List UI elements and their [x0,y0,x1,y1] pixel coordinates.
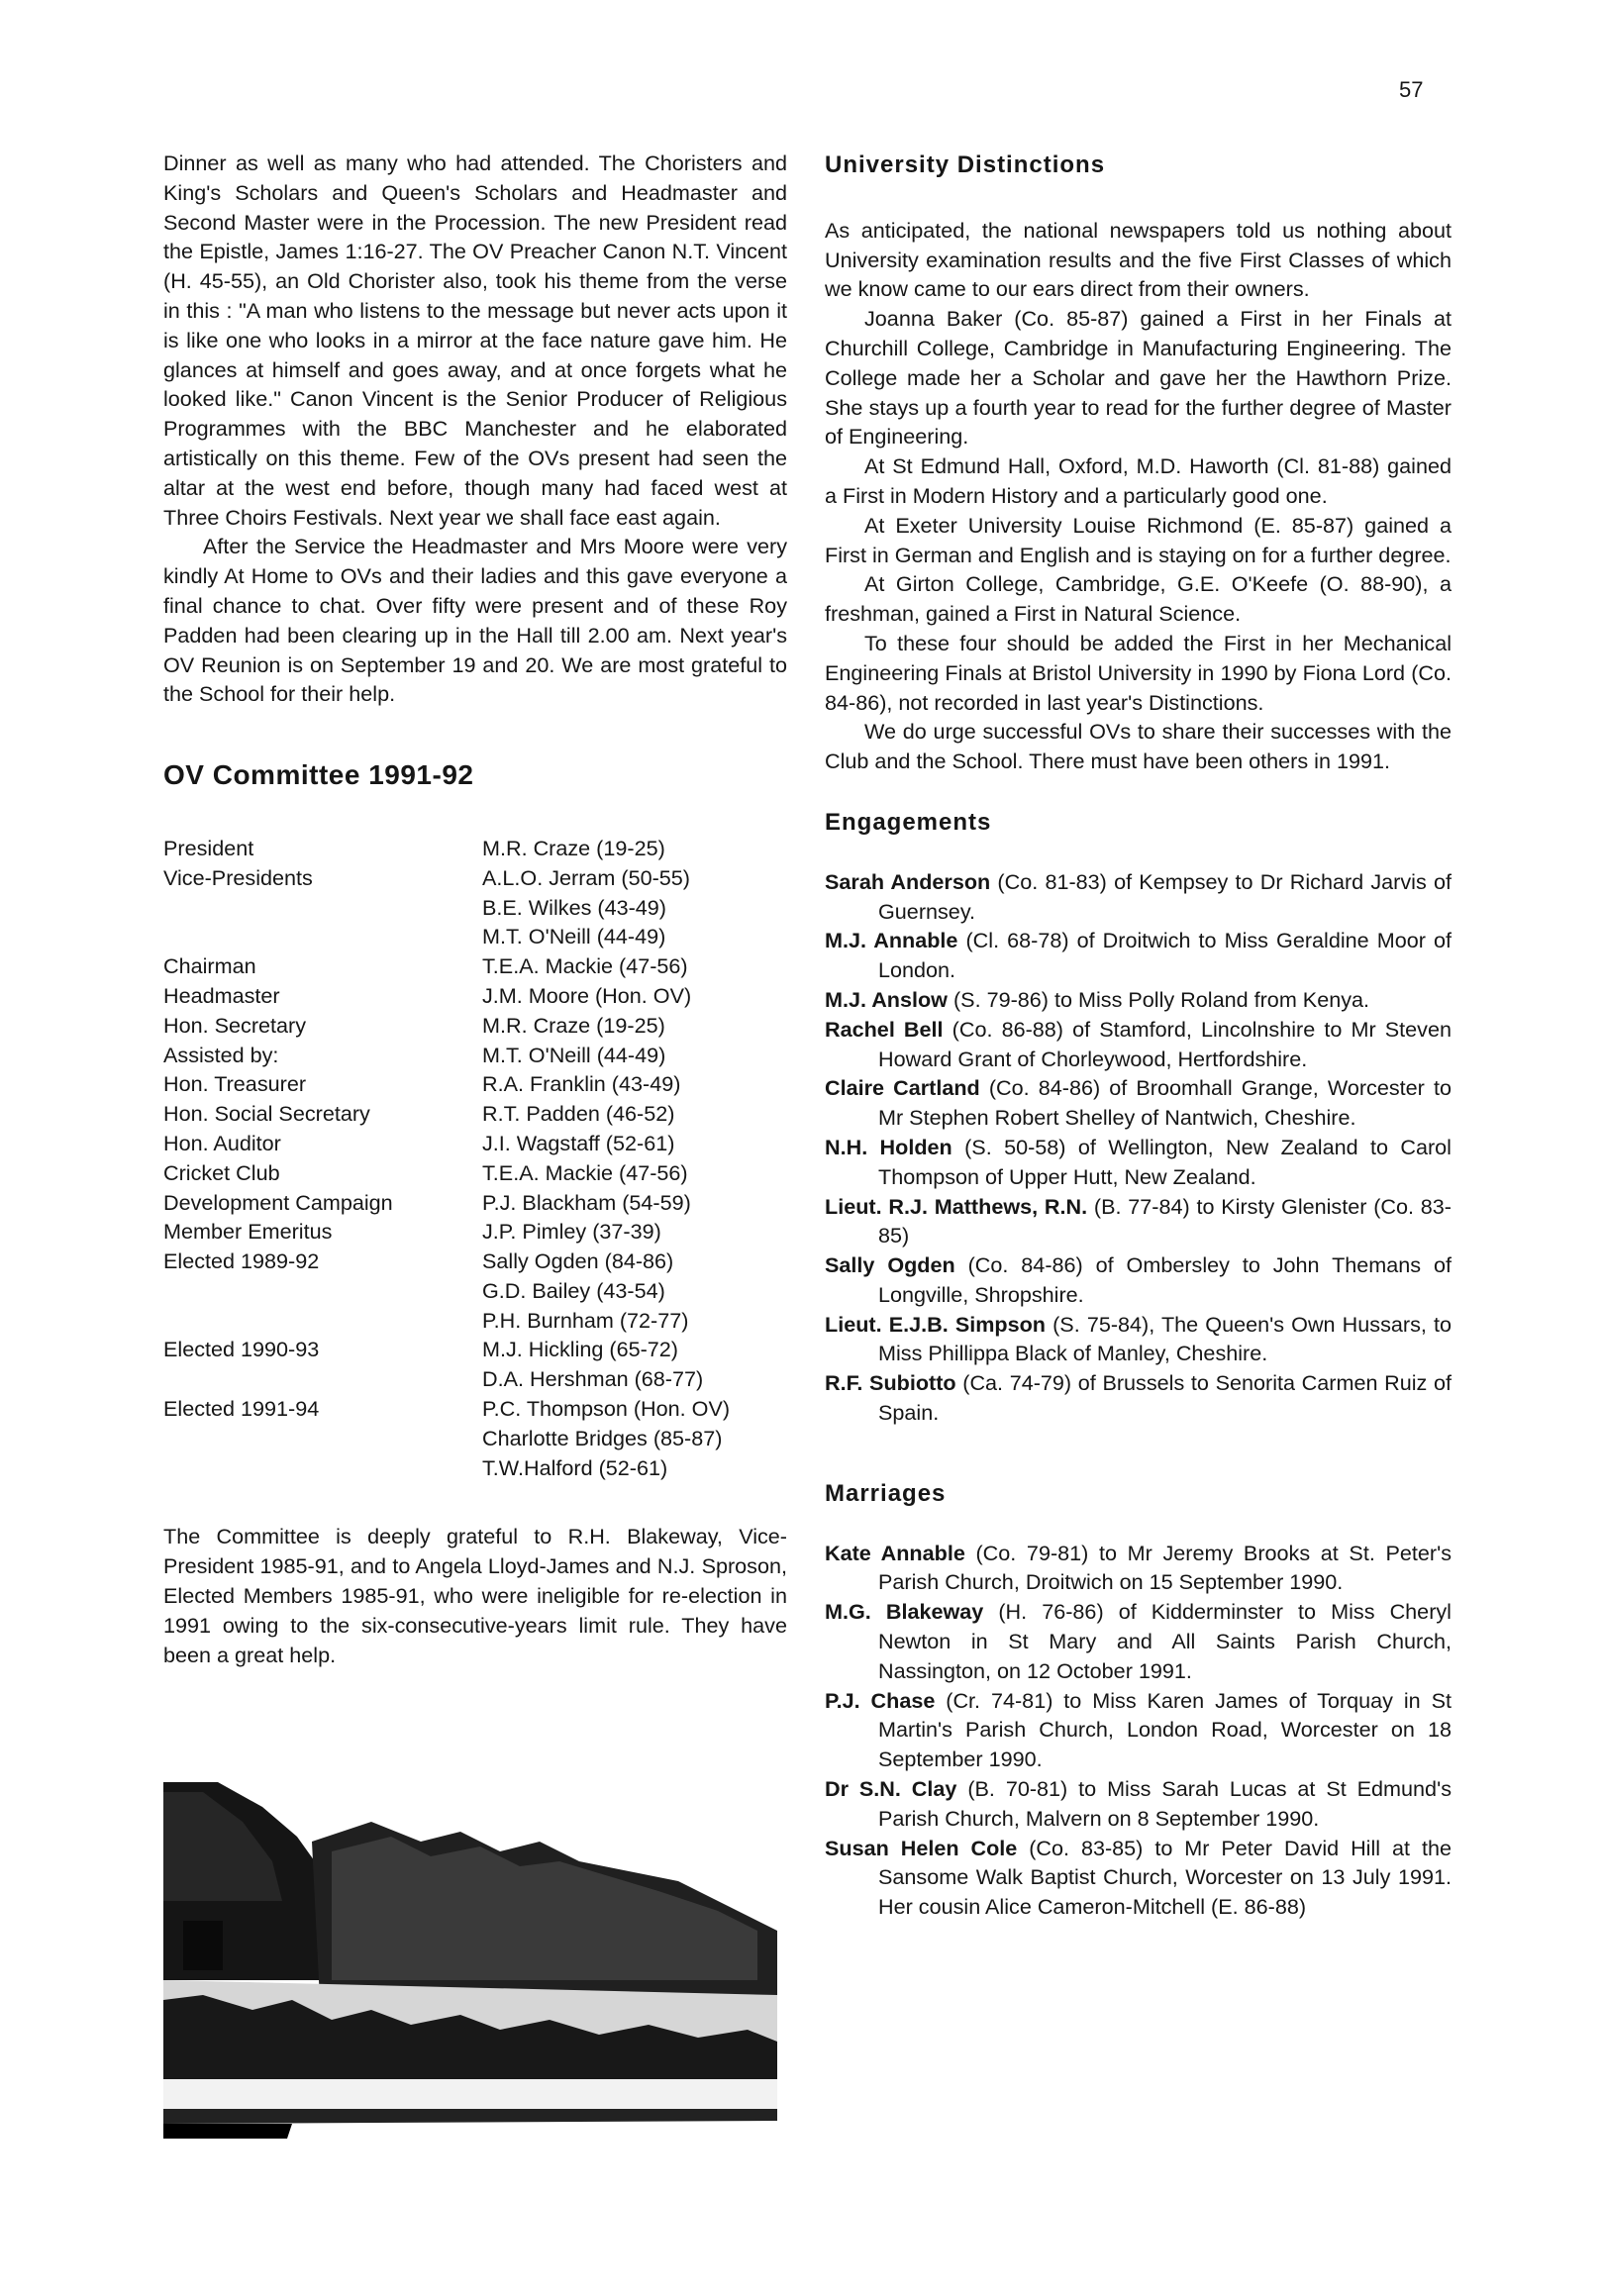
committee-row [163,1188,787,1218]
committee-member: J.I. Wagstaff (52-61) [482,1130,675,1155]
engagement-entry [825,926,1452,985]
committee-member: T.E.A. Mackie (47-56) [482,953,688,979]
marriage-entry [825,1597,1452,1685]
committee-role: Headmaster [163,982,280,1008]
committee-member: R.T. Padden (46-52) [482,1101,675,1127]
entry-name: R.F. Subiotto [825,1370,956,1396]
engagement-entry [825,1368,1452,1428]
committee-member: P.J. Blackham (54-59) [482,1189,691,1215]
photograph [163,1782,777,2178]
entry-name: Rachel Bell [825,1016,944,1042]
committee-row [163,1306,787,1336]
marriages-section [825,1539,1452,1922]
engagement-entry [825,1250,1452,1310]
committee-role [163,1453,482,1483]
committee-member: P.C. Thompson (Hon. OV) [482,1396,731,1422]
entry-name: Susan Helen Cole [825,1835,1018,1860]
committee-row [163,1424,787,1453]
committee-member: J.M. Moore (Hon. OV) [482,982,692,1008]
marriage-entry [825,1539,1452,1598]
entry-name: Dr S.N. Clay [825,1776,957,1802]
committee-role: Hon. Auditor [163,1130,281,1155]
committee-member: Sally Ogden (84-86) [482,1248,674,1274]
committee-role [163,893,482,923]
committee-role [163,1364,482,1394]
committee-row [163,863,787,893]
committee-role [163,922,482,951]
committee-row [163,1041,787,1070]
committee-role: Hon. Treasurer [163,1071,307,1097]
committee-member: M.T. O'Neill (44-49) [482,1042,666,1067]
engagement-entry [825,1073,1452,1133]
committee-row [163,1099,787,1129]
entry-text: (B. 70-81) to Miss Sarah Lucas at St Edmund's Parish Church, Malvern on 8 September 1990. [878,1776,1452,1831]
committee-member: M.R. Craze (19-25) [482,835,665,860]
committee-member: D.A. Hershman (68-77) [482,1366,704,1392]
committee-row [163,1129,787,1158]
reunion-paragraph: After the Service the Headmaster and Mrs Moore were very kindly At Home to OVs and their ladies and this gave everyone a final chance to chat. Over fifty were present and of these Roy Padden had been clearing up in the Hall till 2.00 am. Next year's OV Reunion is on September 19 and 20. We are most grateful to the School for their help. [163,534,787,707]
entry-text: (Co. 84-86) of Broomhall Grange, Worcester to Mr Stephen Robert Shelley of Nantwich, Cheshire. [878,1075,1452,1131]
distinction-paragraph: As anticipated, the national newspapers told us nothing about University examination results and the five First Classes of which we know came to our ears direct from their owners. [825,217,1452,302]
marriage-entry [825,1834,1452,1922]
committee-role [163,1424,482,1453]
committee-note: The Committee is deeply grateful to R.H. Blakeway, Vice-President 1985-91, and to Angela Lloyd-James and N.J. Sproson, Elected Members 1985-91, who were ineligible for re-election in 1991 owing to the six-consecutive-years limit rule. They have been a great help. [163,1524,787,1667]
entry-text: (Cr. 74-81) to Miss Karen James of Torquay in St Martin's Parish Church, London Road, Worcester on 18 September 1990. [878,1687,1452,1772]
committee-member: R.A. Franklin (43-49) [482,1071,681,1097]
entry-name: P.J. Chase [825,1687,936,1713]
engagement-entry [825,867,1452,927]
entry-name: M.G. Blakeway [825,1599,984,1625]
committee-member: G.D. Bailey (43-54) [482,1277,665,1303]
left-column [163,149,787,1669]
engagement-entry [825,1133,1452,1192]
committee-role [163,1306,482,1336]
distinction-paragraph: At Exeter University Louise Richmond (E. 85-87) gained a First in German and English and is staying on for a further degree. [825,512,1452,567]
committee-row [163,1335,787,1364]
committee-member: Charlotte Bridges (85-87) [482,1425,723,1450]
committee-row [163,981,787,1011]
entry-text: (S. 75-84), The Queen's Own Hussars, to Miss Phillippa Black of Manley, Cheshire. [878,1311,1452,1366]
committee-member: M.T. O'Neill (44-49) [482,924,666,949]
entry-text: (Co. 83-85) to Mr Peter David Hill at the Sansome Walk Baptist Church, Worcester on 13 July 1991. Her cousin Alice Cameron-Mitchell (E. 86-88) [878,1835,1452,1920]
reunion-paragraph: Dinner as well as many who had attended. The Choristers and King's Scholars and Queen's Scholars and Headmaster and Second Master were in the Procession. The new President read the Epistle, James 1:16-27. The OV Preacher Canon N.T. Vincent (H. 45-55), an Old Chorister also, took his theme from the verse in this : "A man who listens to the message but never acts upon it is like one who looks in a mirror at the face nature gave him. He glances at himself and goes away, and at once forgets what he looked like." Canon Vincent is the Senior Producer of Religious Programmes with the BBC Manchester and he elaborated artistically on this theme. Few of the OVs present had seen the altar at the west end before, though many had faced west at Three Choirs Festivals. Next year we shall face east again. [163,150,787,530]
entry-name: N.H. Holden [825,1134,952,1159]
entry-text: (H. 76-86) of Kidderminster to Miss Cheryl Newton in St Mary and All Saints Parish Church, Nassington, on 12 October 1991. [878,1599,1452,1683]
committee-role: Hon. Social Secretary [163,1101,370,1127]
entry-text: (B. 77-84) to Kirsty Glenister (Co. 83-85) [878,1193,1452,1248]
committee-member: B.E. Wilkes (43-49) [482,894,666,920]
marriages-heading: Marriages [825,1479,947,1507]
distinction-paragraph: At Girton College, Cambridge, G.E. O'Keefe (O. 88-90), a freshman, gained a First in Natural Science. [825,571,1452,627]
distinction-paragraph: Joanna Baker (Co. 85-87) gained a First in her Finals at Churchill College, Cambridge in Manufacturing Engineering. The College made her a Scholar and gave her the Hawthorn Prize. She stays up a fourth year to read for the further degree of Master of Engineering. [825,306,1452,449]
entry-name: Kate Annable [825,1540,965,1565]
committee-row [163,1158,787,1188]
entry-name: Sally Ogden [825,1252,955,1278]
committee-role: Development Campaign [163,1189,393,1215]
marriage-entry [825,1774,1452,1834]
committee-row [163,1217,787,1247]
committee-role: Hon. Secretary [163,1012,307,1038]
committee-table [163,834,787,1483]
committee-row [163,1276,787,1306]
committee-role: Elected 1990-93 [163,1337,320,1362]
engagements-heading: Engagements [825,808,992,836]
committee-role: Cricket Club [163,1159,280,1185]
entry-text: (Co. 79-81) to Mr Jeremy Brooks at St. Peter's Parish Church, Droitwich on 15 September 1990. [878,1540,1453,1595]
distinction-paragraph: At St Edmund Hall, Oxford, M.D. Haworth (Cl. 81-88) gained a First in Modern History and a particularly good one. [825,453,1452,508]
entry-name: M.J. Anslow [825,986,948,1012]
committee-role: President [163,835,254,860]
entry-name: Sarah Anderson [825,868,991,894]
entry-text: (Cl. 68-78) of Droitwich to Miss Geraldine Moor of London. [878,928,1452,983]
committee-role: Assisted by: [163,1042,279,1067]
right-column [825,149,1452,1922]
page-number: 57 [1399,77,1424,102]
distinctions-heading: University Distinctions [825,151,1106,178]
committee-role [163,1276,482,1306]
committee-member: T.E.A. Mackie (47-56) [482,1159,688,1185]
committee-row [163,922,787,951]
engagements-section [825,867,1452,1428]
committee-row [163,834,787,863]
committee-role: Elected 1991-94 [163,1396,320,1422]
committee-row [163,951,787,981]
entry-text: (Co. 86-88) of Stamford, Lincolnshire to Mr Steven Howard Grant of Chorleywood, Hertfordshire. [878,1016,1452,1071]
committee-member: M.J. Hickling (65-72) [482,1337,678,1362]
entry-name: Lieut. R.J. Matthews, R.N. [825,1193,1088,1219]
committee-member: A.L.O. Jerram (50-55) [482,864,691,890]
committee-row [163,1364,787,1394]
entry-text: (S. 79-86) to Miss Polly Roland from Kenya. [947,986,1370,1012]
engagement-entry [825,1015,1452,1074]
committee-member: P.H. Burnham (72-77) [482,1307,689,1333]
committee-member: T.W.Halford (52-61) [482,1454,668,1480]
entry-name: M.J. Annable [825,928,958,953]
committee-row [163,1247,787,1276]
entry-name: Lieut. E.J.B. Simpson [825,1311,1046,1337]
distinctions-section [825,216,1452,776]
marriage-entry [825,1686,1452,1774]
committee-row [163,1394,787,1424]
committee-member: M.R. Craze (19-25) [482,1012,665,1038]
entry-text: (Co. 81-83) of Kempsey to Dr Richard Jarvis of Guernsey. [878,868,1452,924]
committee-heading: OV Committee 1991-92 [163,759,474,791]
distinction-paragraph: To these four should be added the First in her Mechanical Engineering Finals at Bristol University in 1990 by Fiona Lord (Co. 84-86), not recorded in last year's Distinctions. [825,630,1452,715]
entry-text: (S. 50-58) of Wellington, New Zealand to Carol Thompson of Upper Hutt, New Zealand. [878,1134,1452,1189]
engagement-entry [825,985,1452,1015]
distinction-paragraph: We do urge successful OVs to share their successes with the Club and the School. There must have been others in 1991. [825,719,1452,774]
committee-role: Member Emeritus [163,1219,333,1245]
committee-row [163,893,787,923]
entry-text: (Co. 84-86) of Ombersley to John Themans of Longville, Shropshire. [878,1252,1453,1307]
engagement-entry [825,1310,1452,1369]
engagement-entry [825,1192,1452,1251]
committee-role: Vice-Presidents [163,864,313,890]
committee-row [163,1011,787,1041]
entry-name: Claire Cartland [825,1075,980,1101]
committee-row [163,1453,787,1483]
entry-text: (Ca. 74-79) of Brussels to Senorita Carmen Ruiz of Spain. [878,1370,1452,1426]
committee-role: Chairman [163,953,256,979]
committee-row [163,1069,787,1099]
committee-member: J.P. Pimley (37-39) [482,1219,661,1245]
committee-role: Elected 1989-92 [163,1248,320,1274]
